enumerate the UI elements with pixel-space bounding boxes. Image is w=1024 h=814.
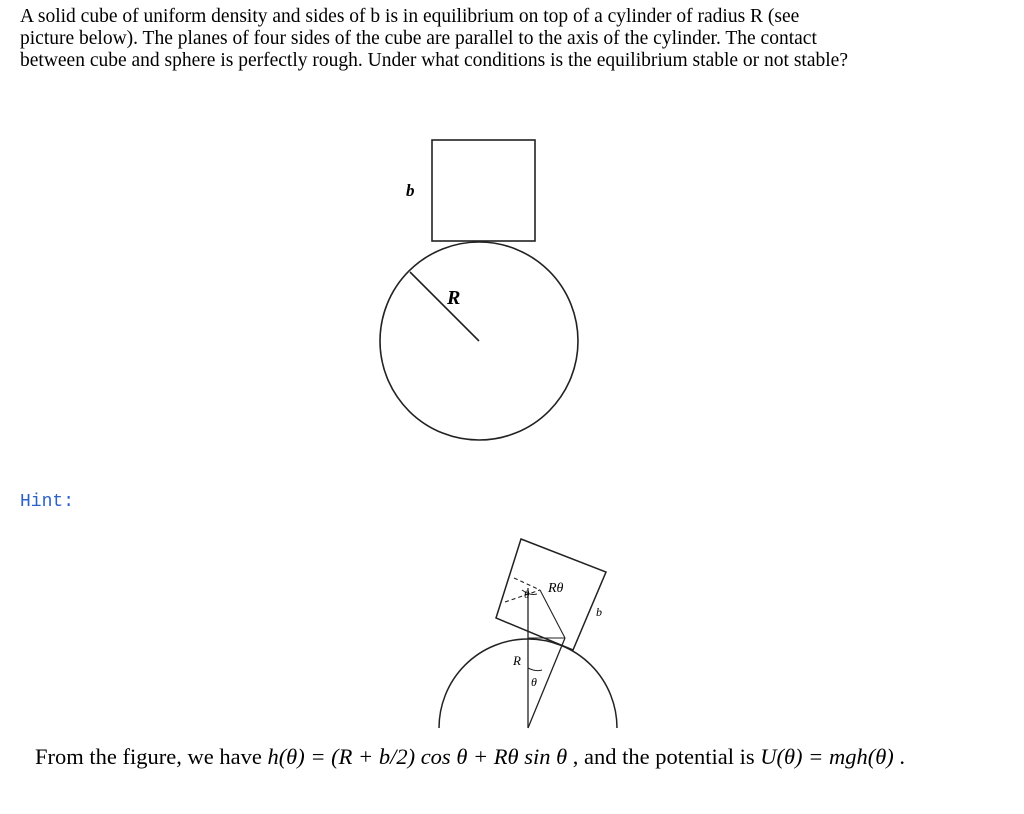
- figure-cube-on-cylinder: [380, 140, 578, 440]
- problem-line-1: A solid cube of uniform density and sides of b is in equilibrium on top of a cylinder of radius R (see: [20, 6, 800, 27]
- equation-line: [35, 744, 905, 770]
- height-formula: h(θ) = (R + b/2) cos θ + Rθ sin θ: [267, 744, 568, 769]
- angle-label-bottom: θ: [531, 675, 537, 689]
- hint-label: Hint:: [20, 492, 75, 512]
- equation-prefix: From the figure, we have: [35, 744, 268, 769]
- equation-suffix: .: [899, 744, 906, 769]
- equation-middle: , and the potential is: [572, 744, 761, 769]
- center-to-contact-line: [540, 590, 565, 638]
- radius-label-2: R: [513, 653, 521, 668]
- dashed-horizontal-line: [505, 590, 540, 602]
- problem-line-2: picture below). The planes of four sides of the cube are parallel to the axis of the cylinder. The contact: [20, 28, 817, 49]
- cube-side-label-2: b: [596, 605, 602, 619]
- radius-line: [410, 272, 479, 341]
- figure-tilted-cube: [439, 539, 617, 728]
- cube-square: [432, 140, 535, 241]
- potential-formula: U(θ) = mgh(θ): [760, 744, 894, 769]
- radius-label: R: [447, 287, 461, 309]
- cube-side-label: b: [406, 181, 415, 200]
- angle-label-top: θ: [524, 589, 530, 601]
- problem-line-3: between cube and sphere is perfectly rough. Under what conditions is the equilibrium stable or not stable?: [20, 50, 848, 71]
- arc-length-label: Rθ: [548, 581, 564, 596]
- angle-arc-bottom: [528, 668, 542, 671]
